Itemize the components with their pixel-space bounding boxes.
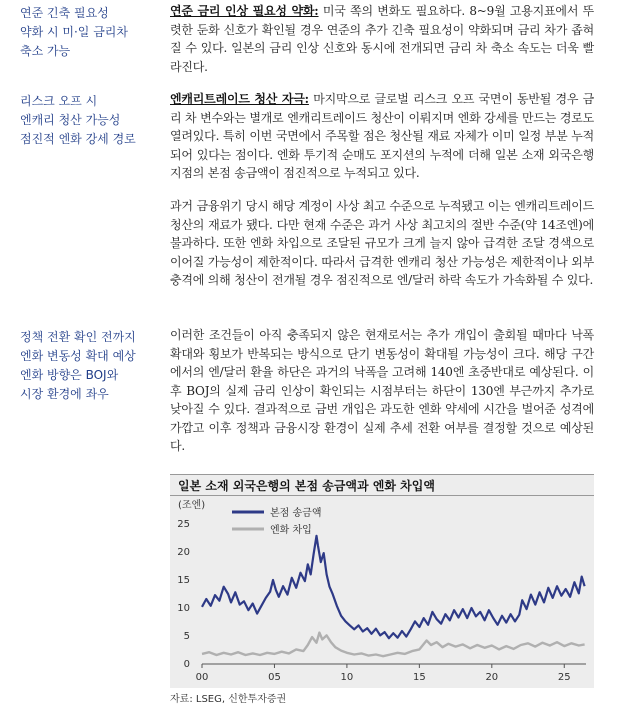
legend-label: 본점 송금액 [270,508,322,519]
side-note-line: 엔화 방향은 BOJ와 [20,368,119,382]
x-tick-label: 05 [268,672,281,683]
x-tick-label: 15 [412,672,426,683]
side-note-line: 축소 가능 [20,44,71,58]
y-tick-label: 25 [177,519,190,530]
side-note-line: 리스크 오프 시 [20,94,98,108]
x-tick-label: 00 [195,672,209,683]
side-note-line: 약화 시 미·일 금리차 [20,25,128,39]
chart-title: 일본 소재 외국은행의 본점 송금액과 엔화 차입액 [170,474,594,496]
series-line [202,536,585,638]
y-tick-label: 15 [177,575,190,586]
paragraph-carry [170,90,594,183]
y-tick-label: 10 [177,603,190,614]
source-note: 자료: LSEG, 신한투자증권 [170,694,287,705]
series-line [202,633,585,657]
paragraph-lead: 연준 금리 인상 필요성 약화: [170,4,319,18]
side-note-line: 시장 환경에 좌우 [20,387,109,401]
side-note-line: 정책 전환 확인 전까지 [20,330,136,344]
y-axis-unit-label: (조엔) [178,500,206,511]
chart-panel [170,474,594,688]
side-note-line: 연준 긴축 필요성 [20,6,109,20]
paragraph-body: 마지막으로 글로벌 리스크 오프 국면이 동반될 경우 금리 차 변수와는 별개로 엔캐리트레이드 청산이 이뤄지며 엔화 강세를 만드는 경로도 열려있다. 특히 이번 국면에서 주목할 점은 청산될 재료 자체가 이미 일정 부분 누적되어 있다는 점이다. 엔화 투기적 순매도 포지션의 누적에 더해 일본 소재 외국은행 지점의 본점 송금액이 점진적으로 누적되고 있다. [170,92,594,180]
side-note-fed [20,4,160,61]
x-tick-label: 20 [485,672,499,683]
side-note-policy [20,328,160,404]
paragraph-lead: 엔캐리트레이드 청산 자극: [170,92,309,106]
paragraph-policy [170,326,594,456]
side-note-line: 점진적 엔화 강세 경로 [20,132,136,146]
y-tick-label: 20 [177,547,190,558]
paragraph-crisis [170,197,594,290]
y-tick-label: 0 [183,659,190,670]
side-note-carry [20,92,160,149]
y-tick-label: 5 [183,631,190,642]
paragraph-fed [170,2,594,76]
legend-label: 엔화 차입 [270,525,312,536]
paragraph-body: 이러한 조건들이 아직 충족되지 않은 현재로서는 추가 개입이 출회될 때마다 낙폭 확대와 횡보가 반복되는 방식으로 단기 변동성이 확대될 가능성이 크다. 해당 구간에서의 엔/달러 환율 하단은 과거의 낙폭을 고려해 140엔 초중반대로 예상된다. 이후 BOJ의 실제 금리 인상이 확인되는 시점부터는 하단이 130엔 부근까지 추가로 낮아질 수 있다. 결과적으로 금번 개입은 과도한 엔화 약세에 시간을 벌어준 성격에 가깝고 이후 정책과 금융시장 환경이 실제 추세 전환 여부를 결정할 것으로 예상된다. [170,328,594,453]
line-chart [170,496,594,688]
side-note-line: 엔화 변동성 확대 예상 [20,349,136,363]
paragraph-body: 미국 쪽의 변화도 필요하다. 8~9월 고용지표에서 뚜렷한 둔화 신호가 확인될 경우 연준의 추가 긴축 필요성이 약화되며 금리 차가 좁혀질 수 있다. 일본의 금리 인상 신호와 동시에 전개되면 금리 차 축소 속도는 더욱 빨라진다. [170,4,594,74]
x-tick-label: 10 [340,672,354,683]
paragraph-body: 과거 금융위기 당시 해당 계정이 사상 최고 수준으로 누적됐고 이는 엔캐리트레이드 청산의 재료가 됐다. 다만 현재 수준은 과거 사상 최고치의 절반 수준(약 14조엔)에 불과하다. 또한 엔화 차입으로 조달된 규모가 크게 늘지 않아 급격한 조달 경색으로 이어질 가능성이 제한적이다. 따라서 급격한 엔캐리 청산 가능성은 제한적이나 외부 충격에 의해 청산이 전개될 경우 점진적으로 엔/달러 하락 속도가 가속화될 수 있다. [170,199,594,287]
side-note-line: 엔캐리 청산 가능성 [20,113,121,127]
x-tick-label: 25 [557,672,571,683]
